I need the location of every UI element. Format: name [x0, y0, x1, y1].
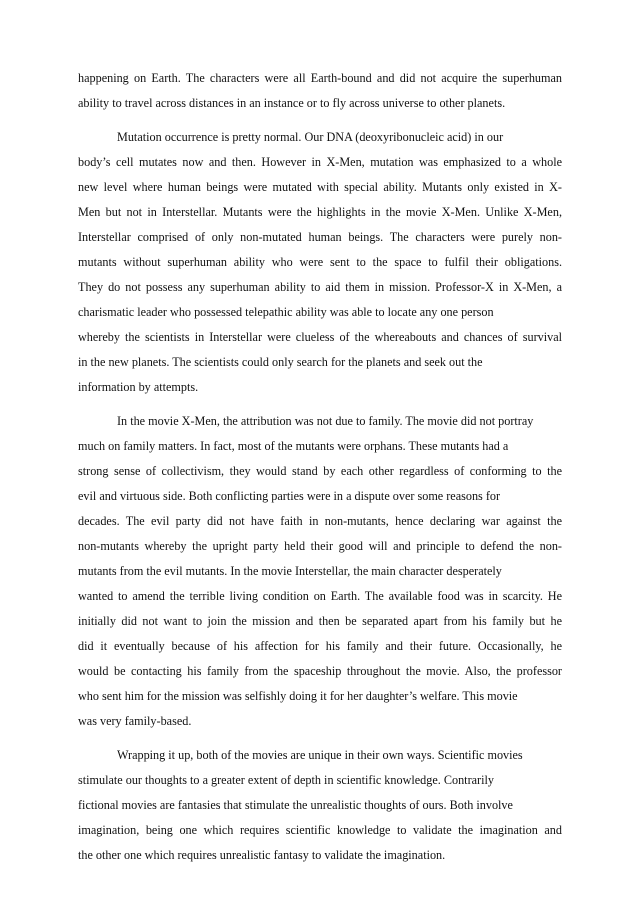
text-line: stimulate our thoughts to a greater extent of depth in scientific knowledge. Contrarily	[78, 773, 494, 787]
text-line: new level where human beings were mutated with special ability. Mutants only existed in X-	[78, 180, 562, 194]
text-line: strong sense of collectivism, they would stand by each other regardless of conforming to the	[78, 464, 562, 478]
text-line: charismatic leader who possessed telepathic ability was able to locate any one person	[78, 305, 494, 319]
text-line: evil and virtuous side. Both conflicting parties were in a dispute over some reasons for	[78, 489, 501, 503]
text-line: Men but not in Interstellar. Mutants were the highlights in the movie X-Men. Unlike X-Men,	[78, 205, 562, 219]
text-line: In the movie X-Men, the attribution was not due to family. The movie did not portray	[117, 414, 534, 428]
text-line: the other one which requires unrealistic fantasy to validate the imagination.	[78, 848, 446, 862]
text-line: Interstellar comprised of only non-mutated human beings. The characters were purely non-	[78, 230, 562, 244]
text-line: Wrapping it up, both of the movies are unique in their own ways. Scientific movies	[117, 748, 523, 762]
text-line: body’s cell mutates now and then. However in X-Men, mutation was emphasized to a whole	[78, 155, 562, 169]
text-line: ability to travel across distances in an instance or to fly across universe to other planets.	[78, 96, 506, 110]
text-line: did it eventually because of his affection for his family and their future. Occasionally, he	[78, 639, 562, 653]
text-line: decades. The evil party did not have faith in non-mutants, hence declaring war against the	[78, 514, 562, 528]
text-line: who sent him for the mission was selfishly doing it for her daughter’s welfare. This movie	[78, 689, 518, 703]
text-line: fictional movies are fantasies that stimulate the unrealistic thoughts of ours. Both involve	[78, 798, 513, 812]
text-line: They do not possess any superhuman ability to aid them in mission. Professor-X in X-Men, a	[78, 280, 562, 294]
text-line: mutants without superhuman ability who were sent to the space to fulfil their obligations.	[78, 255, 562, 269]
text-line: whereby the scientists in Interstellar were clueless of the whereabouts and chances of survival	[78, 330, 562, 344]
text-line: happening on Earth. The characters were all Earth-bound and did not acquire the superhuman	[78, 71, 562, 85]
text-line: non-mutants whereby the upright party held their good will and principle to defend the non-	[78, 539, 562, 553]
text-line: would be contacting his family from the spaceship throughout the movie. Also, the professor	[78, 664, 562, 678]
text-line: mutants from the evil mutants. In the movie Interstellar, the main character desperately	[78, 564, 502, 578]
text-line: information by attempts.	[78, 380, 199, 394]
text-line: in the new planets. The scientists could only search for the planets and seek out the	[78, 355, 483, 369]
text-line: wanted to amend the terrible living condition on Earth. The available food was in scarcity. He	[78, 589, 562, 603]
text-line: was very family-based.	[78, 714, 192, 728]
text-line: much on family matters. In fact, most of the mutants were orphans. These mutants had a	[78, 439, 509, 453]
text-line: Mutation occurrence is pretty normal. Our DNA (deoxyribonucleic acid) in our	[117, 130, 504, 144]
text-line: initially did not want to join the mission and then be separated apart from his family but he	[78, 614, 562, 628]
text-line: imagination, being one which requires scientific knowledge to validate the imagination and	[78, 823, 562, 837]
